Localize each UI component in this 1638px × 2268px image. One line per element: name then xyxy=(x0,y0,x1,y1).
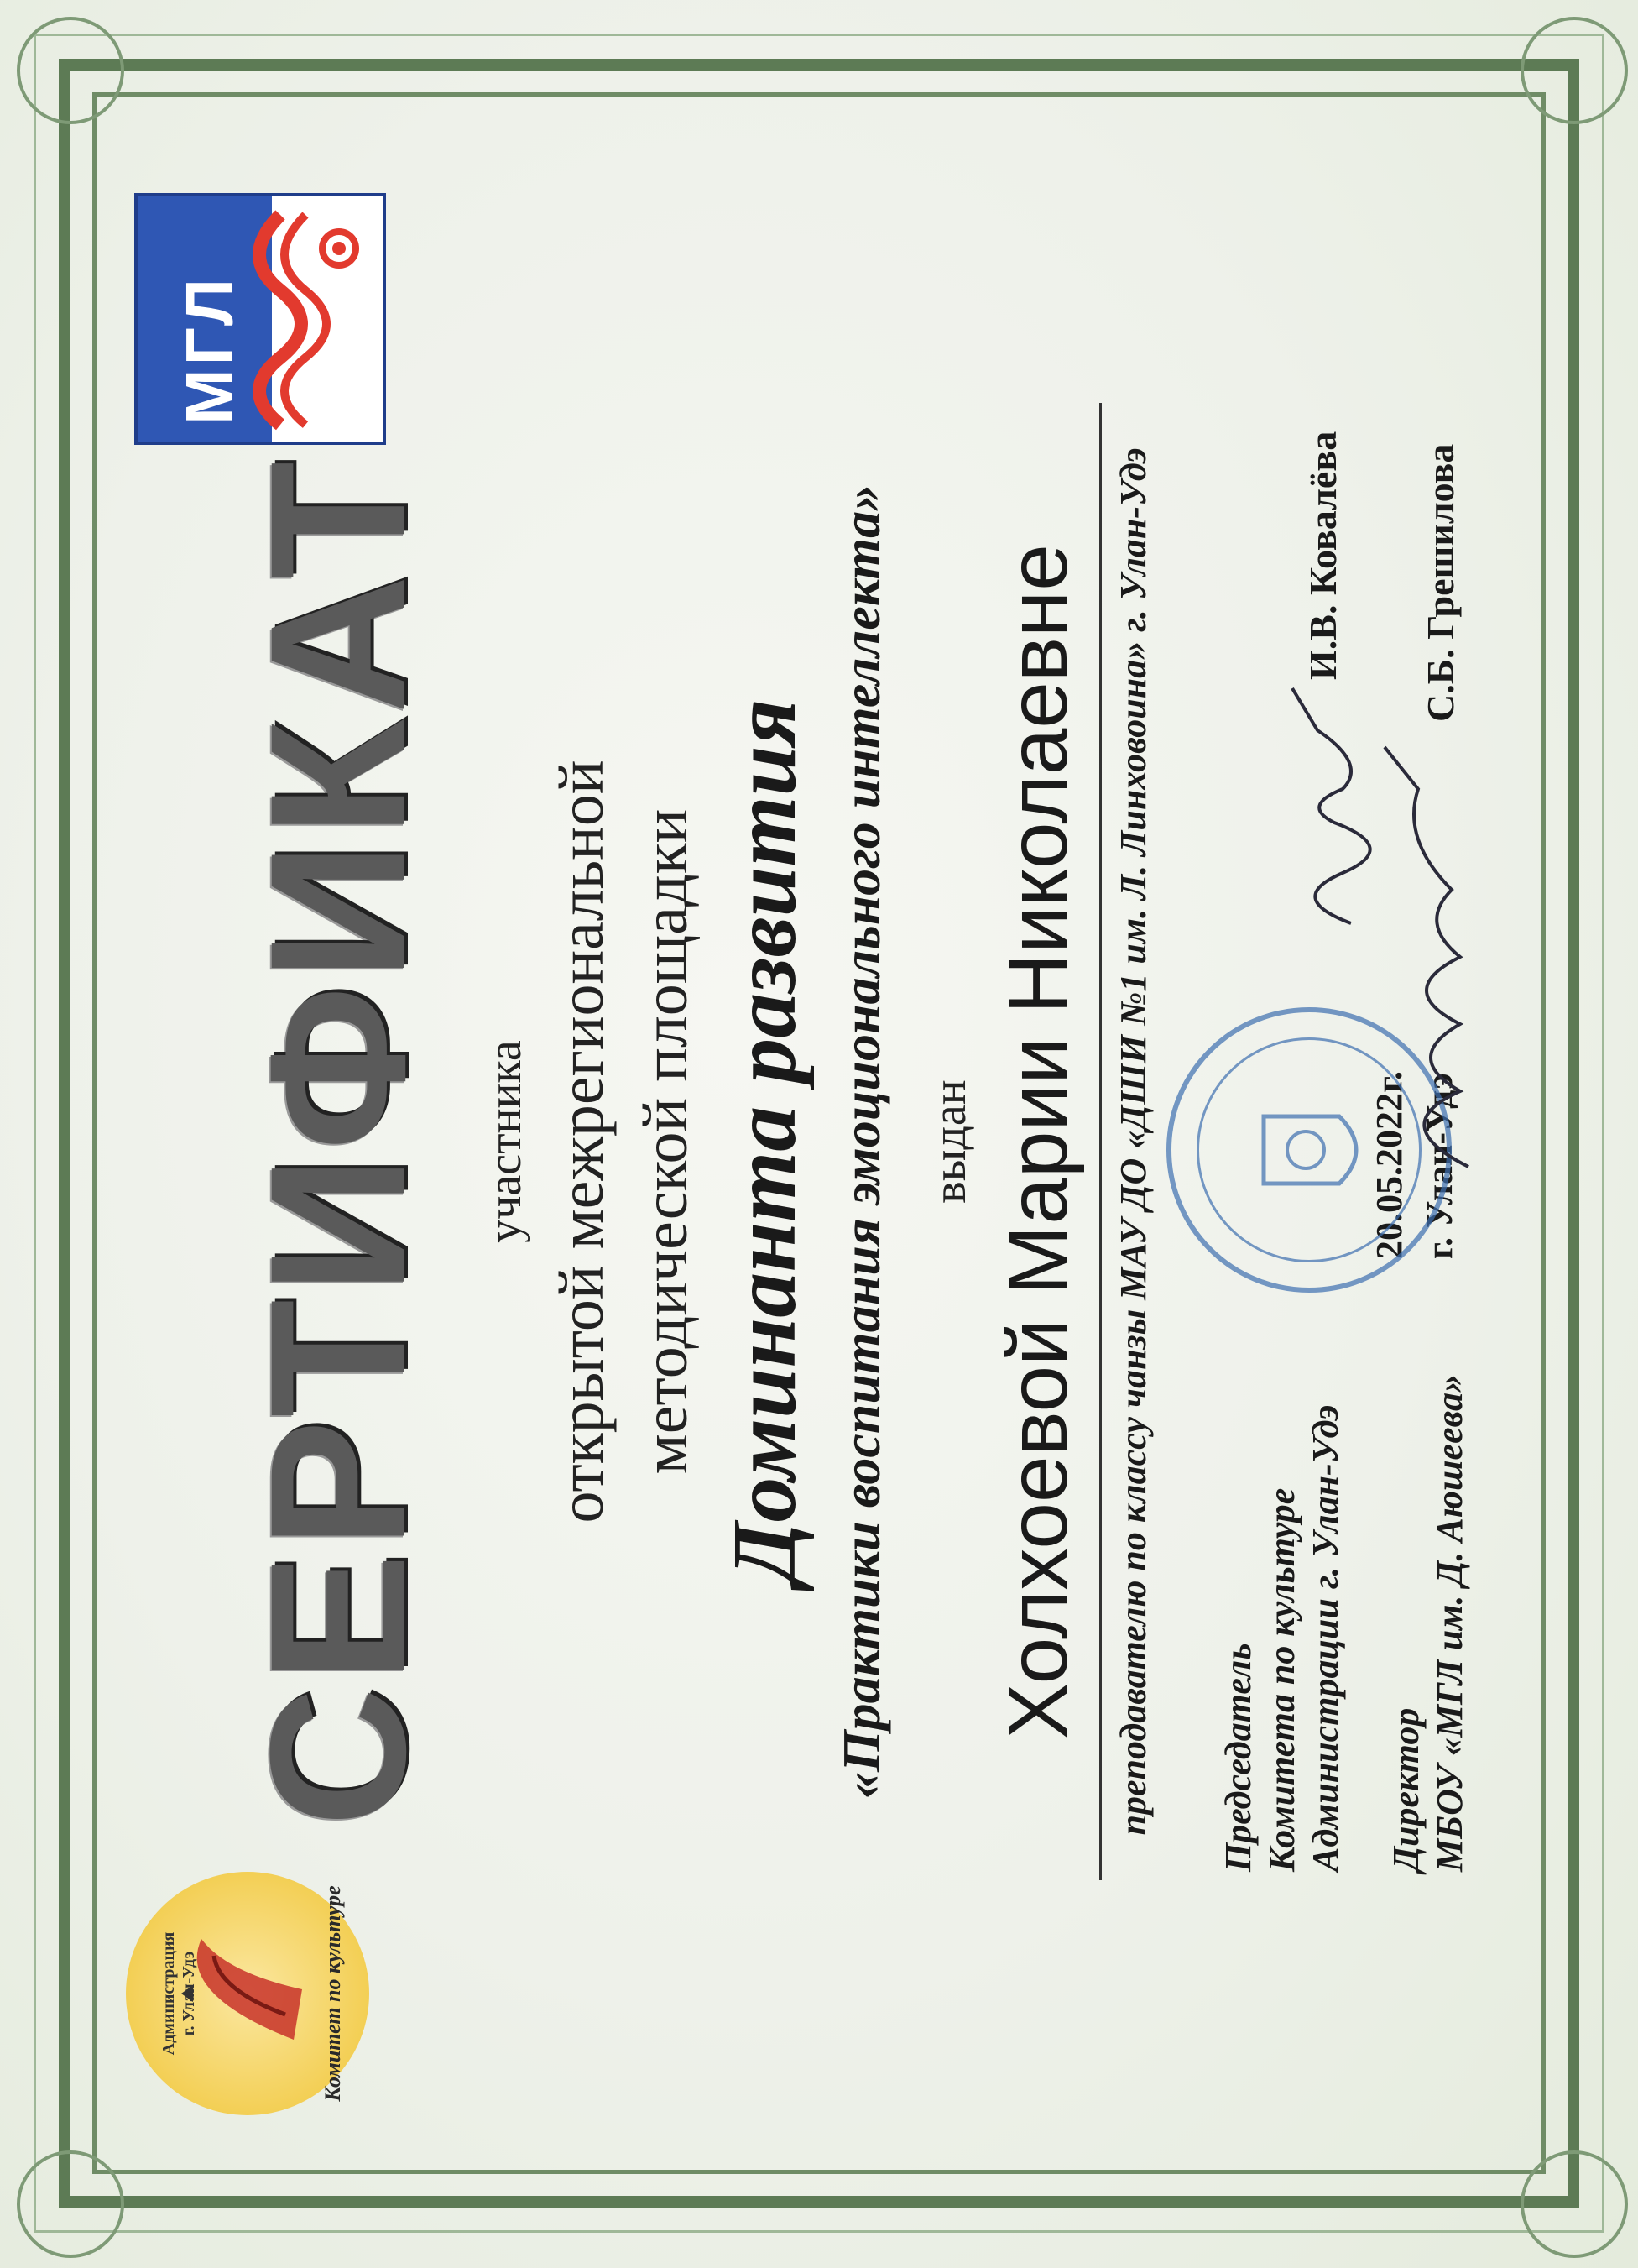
event-type-line-2: методической площадки xyxy=(630,808,701,1475)
participant-line: участника xyxy=(479,1040,531,1243)
signer-1-name: И.В. Ковалёва xyxy=(1302,431,1344,680)
corner-ornament-icon xyxy=(17,17,124,124)
certificate-title: СЕРТИФИКАТ xyxy=(230,456,446,1827)
signer-1-title-line-1: Председатель xyxy=(1218,1643,1259,1872)
emblem-text-1: Администрация xyxy=(159,1931,178,2056)
signature-scribble-1-icon xyxy=(1267,680,1385,932)
corner-ornament-icon xyxy=(1521,2150,1628,2258)
recipient-underline xyxy=(1099,403,1102,1880)
event-name: Доминанта развития xyxy=(715,698,815,1585)
emblem-text-2: г. Улан-Удэ xyxy=(180,1951,198,2036)
signer-2-title-line-1: Директор xyxy=(1385,1707,1427,1872)
issued-label: выдан xyxy=(924,1079,976,1204)
corner-ornament-icon xyxy=(17,2150,124,2258)
issue-date: 20.05.2022г. xyxy=(1369,1070,1410,1259)
signer-2-name: С.Б. Грешилова xyxy=(1419,443,1462,722)
recipient-name: Холхоевой Марии Николаевне xyxy=(991,544,1085,1739)
signature-block-1 xyxy=(1217,1284,1348,1872)
event-type-line-1: открытой межрегиональной xyxy=(546,760,617,1523)
certificate-content xyxy=(126,134,1519,2149)
signature-scribble-2-icon xyxy=(1368,739,1502,1175)
mgl-logo-text: МГЛ xyxy=(172,274,247,425)
signature-block-2 xyxy=(1385,1200,1472,1872)
signer-1-title-line-2: Комитета по культуре xyxy=(1261,1487,1302,1872)
signer-1-title-line-3: Администрации г. Улан-Удэ xyxy=(1305,1404,1346,1872)
corner-ornament-icon xyxy=(1521,17,1628,124)
recipient-role: преподавателю по классу чанзы МАУ ДО «ДШИ №1 им. Л. Линховоина» г. Улан-Удэ xyxy=(1113,447,1154,1836)
signer-2-title-line-2: МБОУ «МГЛ им. Д. Аюшеева» xyxy=(1429,1374,1470,1872)
issue-city: г. Улан-Удэ xyxy=(1419,1073,1460,1259)
emblem-text-3: Комитет по культуре xyxy=(321,1885,345,2102)
event-subtitle: «Практики воспитания эмоционального интеллекта» xyxy=(832,483,891,1800)
